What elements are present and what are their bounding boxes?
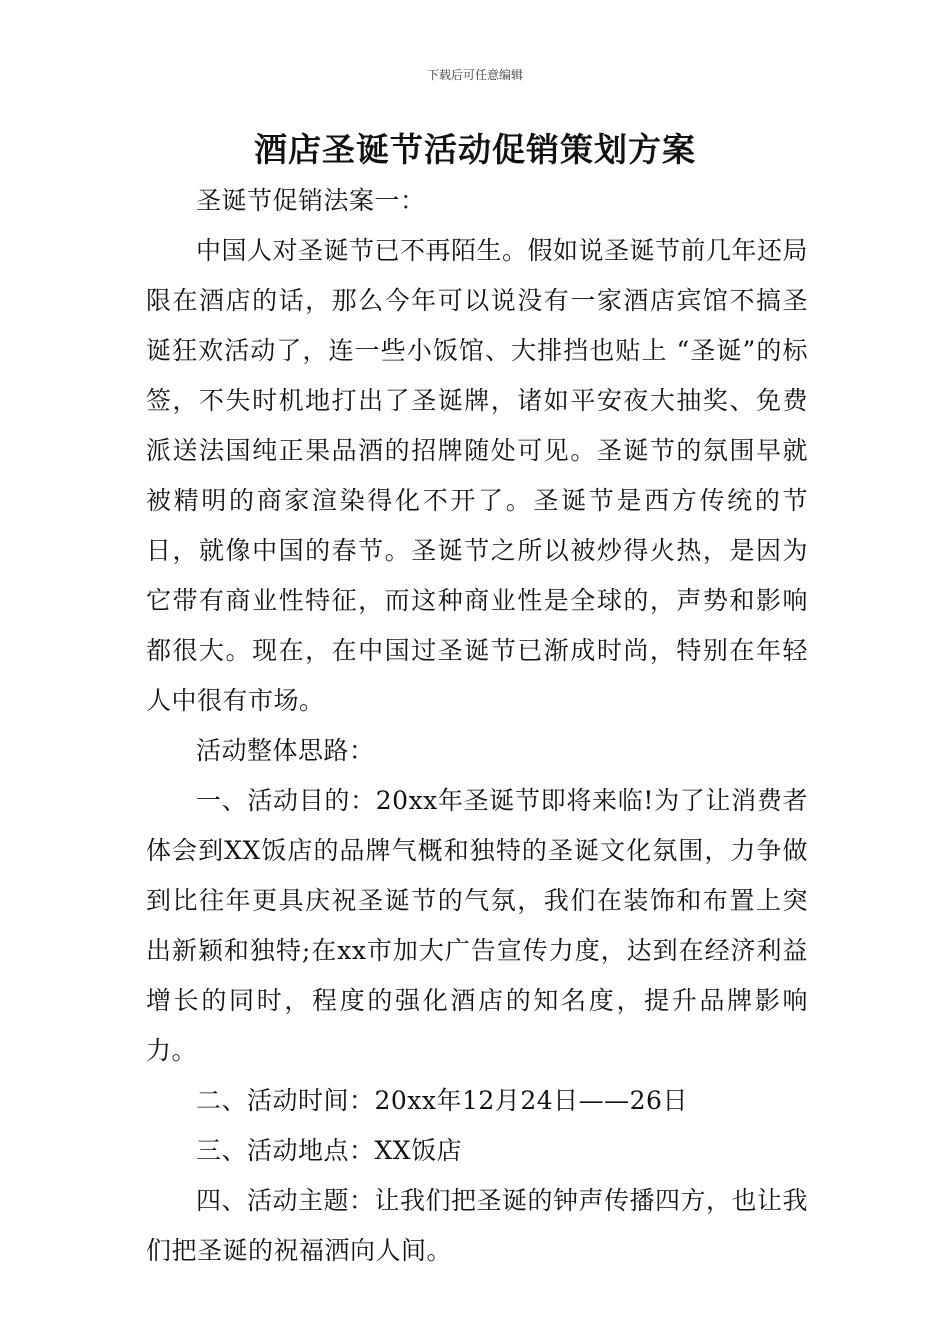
paragraph-activity-purpose: 一、活动目的：20xx年圣诞节即将来临!为了让消费者体会到XX饭店的品牌气概和独特的圣诞文化氛围，力争做到比往年更具庆祝圣诞节的气氛，我们在装饰和布置上突出新颖和独特;在xx市加大广告宣传力度，达到在经济利益增长的同时，程度的强化酒店的知名度，提升品牌影响力。 <box>146 786 808 1065</box>
paragraph-overall-idea-heading: 活动整体思路： <box>196 736 375 765</box>
header-note: 下载后可任意编辑 <box>426 68 523 82</box>
document-title: 酒店圣诞节活动促销策划方案 <box>254 130 696 169</box>
paragraph-activity-location: 三、活动地点：XX饭店 <box>196 1136 463 1165</box>
paragraph-activity-theme: 四、活动主题：让我们把圣诞的钟声传播四方，也让我们把圣诞的祝福洒向人间。 <box>146 1186 809 1265</box>
document-body <box>146 176 808 1276</box>
paragraph-promo-plan-heading: 圣诞节促销法案一： <box>196 186 426 215</box>
paragraph-activity-time: 二、活动时间：20xx年12月24日——26日 <box>196 1086 688 1115</box>
paragraph-introduction: 中国人对圣诞节已不再陌生。假如说圣诞节前几年还局限在酒店的话，那么今年可以说没有一家酒店宾馆不搞圣诞狂欢活动了，连一些小饭馆、大排挡也贴上 “圣诞”的标签，不失时机地打出了圣诞牌，诸如平安夜大抽奖、免费派送法国纯正果品酒的招牌随处可见。圣诞节的氛围早就被精明的商家渲染得化不开了。圣诞节是西方传统的节日，就像中国的春节。圣诞节之所以被炒得火热，是因为它带有商业性特征，而这种商业性是全球的，声势和影响都很大。现在，在中国过圣诞节已渐成时尚，特别在年轻人中很有市场。 <box>146 236 809 715</box>
